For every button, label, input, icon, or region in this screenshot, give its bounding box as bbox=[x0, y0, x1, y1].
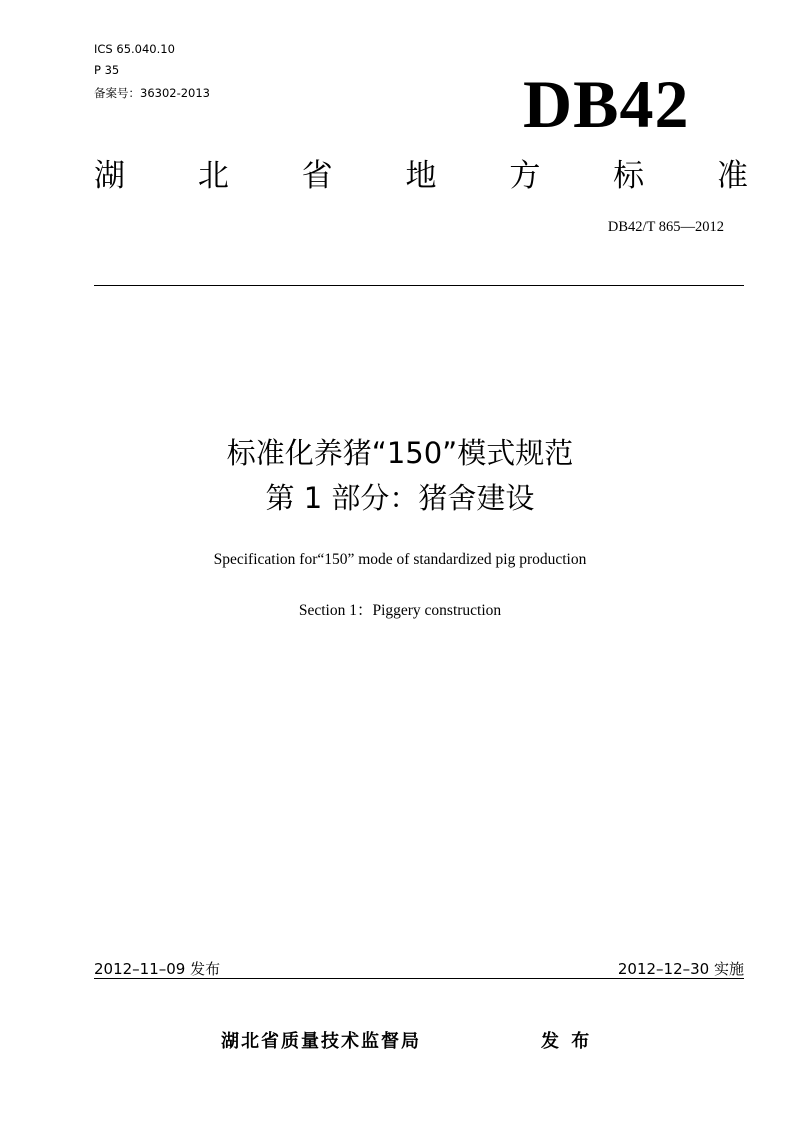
publish-label: 发 布 bbox=[541, 1031, 593, 1052]
standard-type-char: 准 bbox=[716, 158, 748, 194]
standard-type-char: 北 bbox=[197, 158, 229, 194]
english-title: Specification for“150” mode of standardized pig production bbox=[213, 551, 587, 568]
standard-type-char: 地 bbox=[405, 158, 437, 194]
publisher-name: 湖北省质量技术监督局 bbox=[221, 1031, 421, 1052]
classification-code: P 35 bbox=[94, 63, 120, 77]
document-title-line-1: 标准化养猪“150”模式规范 bbox=[226, 436, 574, 470]
standard-type-char: 标 bbox=[613, 158, 645, 194]
document-title-line-2: 第 1 部分：猪舍建设 bbox=[265, 481, 535, 515]
header-divider bbox=[94, 285, 744, 286]
standard-type-heading bbox=[94, 156, 748, 196]
db-code-logo: DB42 bbox=[523, 66, 690, 142]
standard-number: DB42/T 865—2012 bbox=[607, 219, 724, 235]
ics-code: ICS 65.040.10 bbox=[94, 42, 175, 56]
filing-number: 备案号：36302-2013 bbox=[94, 86, 210, 100]
implementation-date: 2012–12–30 实施 bbox=[617, 960, 744, 978]
english-section-title: Section 1：Piggery construction bbox=[298, 602, 502, 619]
issue-date: 2012–11–09 发布 bbox=[94, 960, 221, 978]
standard-type-char: 湖 bbox=[94, 158, 125, 194]
footer-divider bbox=[94, 978, 744, 979]
standard-type-char: 省 bbox=[301, 158, 333, 194]
standard-type-char: 方 bbox=[509, 158, 541, 194]
